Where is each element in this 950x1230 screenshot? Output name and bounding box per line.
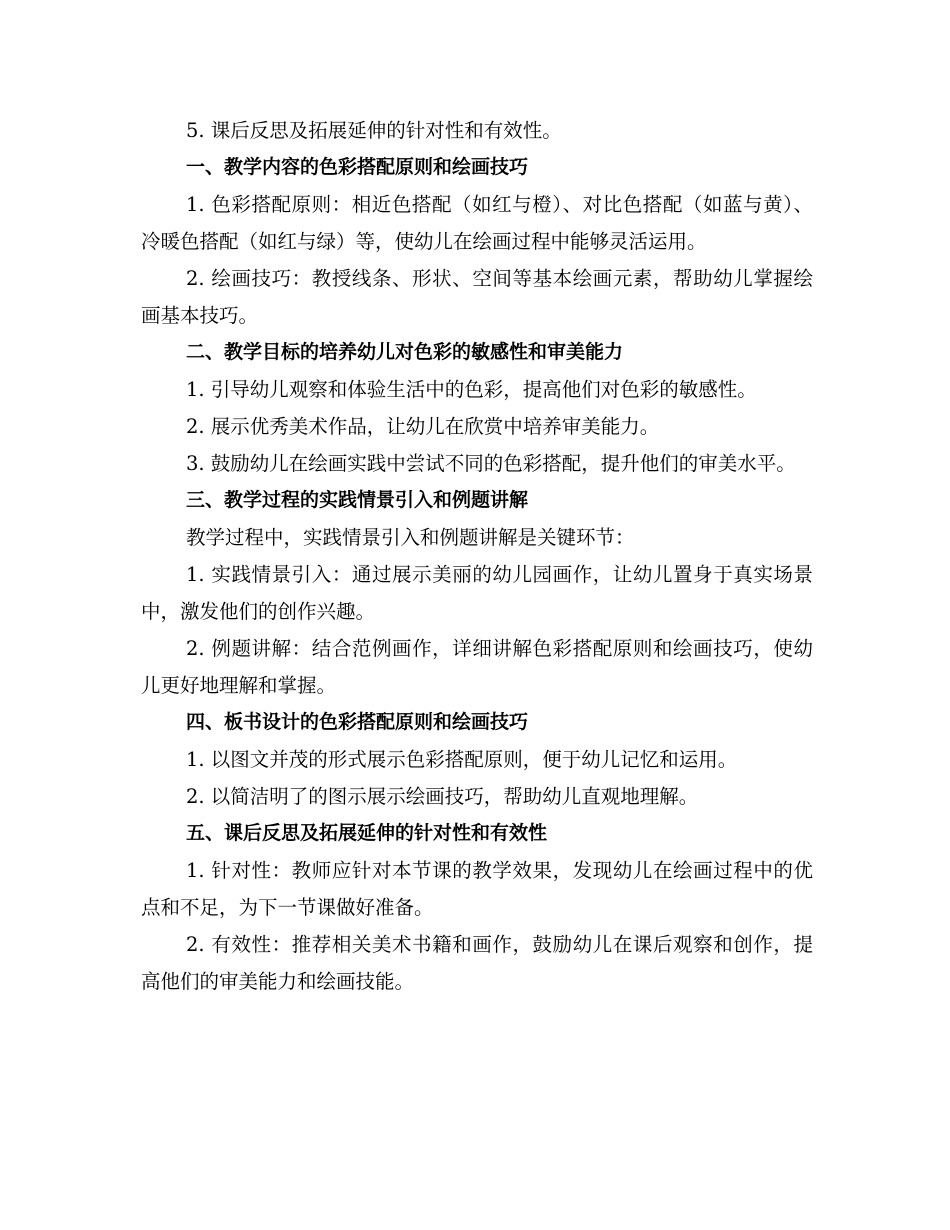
paragraph-board-graphics: 1. 以图文并茂的形式展示色彩搭配原则，便于幼儿记忆和运用。 [186,748,738,771]
paragraph-show-works: 2. 展示优秀美术作品，让幼儿在欣赏中培养审美能力。 [186,415,660,438]
paragraph-observe-colors: 1. 引导幼儿观察和体验生活中的色彩，提高他们对色彩的敏感性。 [186,378,757,401]
section-heading-3: 三、教学过程的实践情景引入和例题讲解 [186,489,529,511]
section-heading-5: 五、课后反思及拓展延伸的针对性和有效性 [186,822,548,844]
paragraph-effectiveness: 2. 有效性：推荐相关美术书籍和画作，鼓励幼儿在课后观察和创作，提高他们的审美能力和绘画技能。 [141,933,813,993]
section-heading-2: 二、教学目标的培养幼儿对色彩的敏感性和审美能力 [186,341,624,363]
section-heading-1: 一、教学内容的色彩搭配原则和绘画技巧 [186,156,529,178]
document-page [141,112,813,1000]
paragraph-color-principles: 1. 色彩搭配原则：相近色搭配（如红与橙）、对比色搭配（如蓝与黄）、冷暖色搭配（如红与绿）等，使幼儿在绘画过程中能够灵活运用。 [141,193,813,253]
paragraph-process-intro: 教学过程中，实践情景引入和例题讲解是关键环节： [186,526,635,549]
paragraph-board-diagrams: 2. 以简洁明了的图示展示绘画技巧，帮助幼儿直观地理解。 [186,785,699,808]
paragraph-drawing-skills: 2. 绘画技巧：教授线条、形状、空间等基本绘画元素，帮助幼儿掌握绘画基本技巧。 [141,267,813,327]
paragraph-encourage-practice: 3. 鼓励幼儿在绘画实践中尝试不同的色彩搭配，提升他们的审美水平。 [186,452,796,475]
paragraph-pertinence: 1. 针对性：教师应针对本节课的教学效果，发现幼儿在绘画过程中的优点和不足，为下一节课做好准备。 [141,859,813,919]
paragraph-example-explain: 2. 例题讲解：结合范例画作，详细讲解色彩搭配原则和绘画技巧，使幼儿更好地理解和掌握。 [141,637,813,697]
section-heading-4: 四、板书设计的色彩搭配原则和绘画技巧 [186,711,529,733]
paragraph-item-5-intro: 5. 课后反思及拓展延伸的针对性和有效性。 [186,119,562,142]
paragraph-scenario-intro: 1. 实践情景引入：通过展示美丽的幼儿园画作，让幼儿置身于真实场景中，激发他们的创作兴趣。 [141,563,813,623]
